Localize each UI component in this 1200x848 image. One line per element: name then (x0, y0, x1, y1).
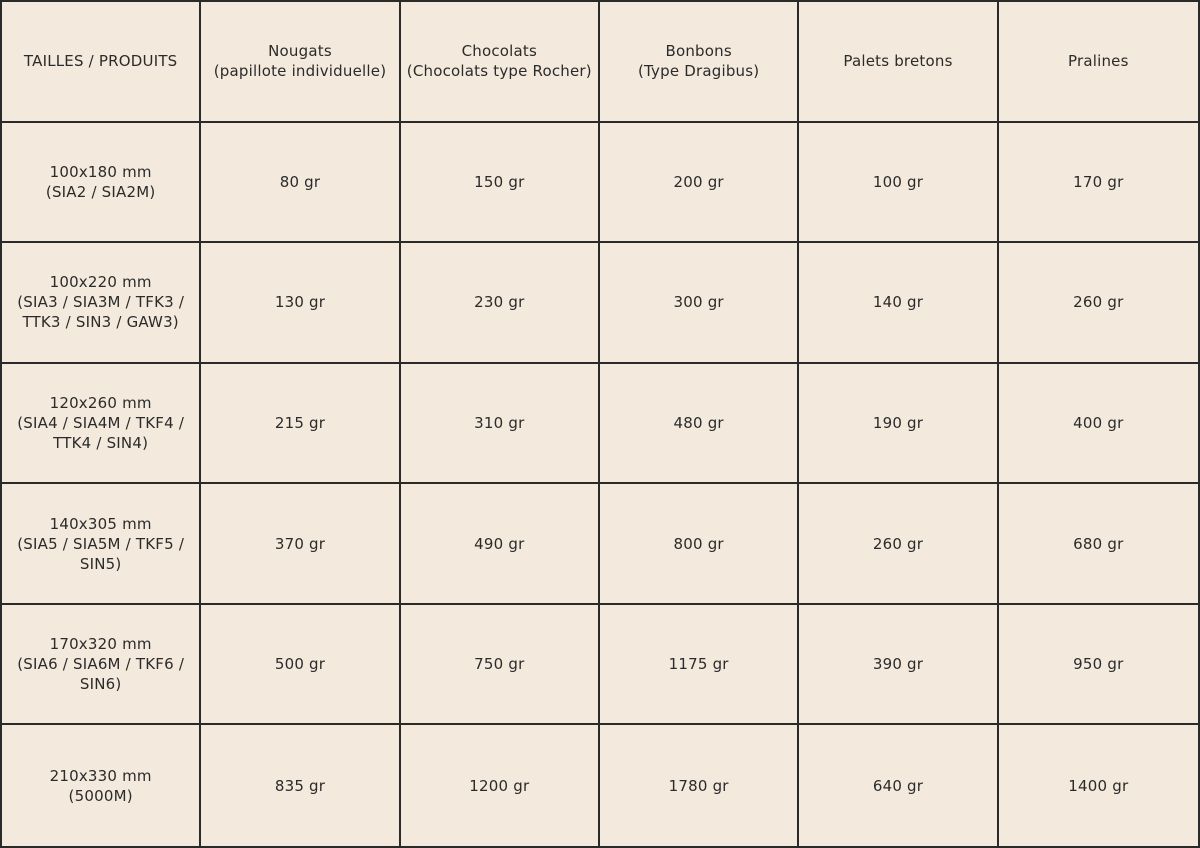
cell-line: Palets bretons (843, 52, 953, 71)
row-size-label (2, 243, 201, 364)
weight-value-cell (999, 123, 1198, 244)
weight-value-cell (201, 605, 400, 726)
weight-value: 1175 gr (668, 655, 729, 674)
weight-value: 130 gr (274, 293, 326, 312)
cell-line: TAILLES / PRODUITS (23, 52, 178, 71)
cell-text (24, 51, 178, 71)
weight-value-cell (201, 364, 400, 485)
cell-line: SIN6) (79, 675, 122, 694)
weight-value: 170 gr (1073, 172, 1124, 191)
cell-line: TTK4 / SIN4) (53, 433, 149, 452)
weight-value-cell (401, 725, 600, 846)
row-size-label (2, 123, 201, 244)
cell-line: 100x220 mm (49, 273, 152, 292)
column-header (799, 2, 998, 123)
weight-value: 480 gr (673, 413, 724, 432)
cell-line: (SIA5 / SIA5M / TKF5 / (17, 534, 185, 553)
weight-value-cell (799, 484, 998, 605)
weight-value-cell (401, 243, 600, 364)
weight-value: 230 gr (474, 293, 525, 312)
cell-text (17, 393, 184, 453)
weight-value: 370 gr (274, 534, 326, 553)
weight-value: 80 gr (279, 172, 321, 191)
cell-line: 100x180 mm (49, 162, 152, 181)
weight-value-cell (201, 484, 400, 605)
weight-value: 260 gr (872, 534, 924, 553)
weight-value: 490 gr (474, 534, 525, 553)
weight-value: 190 gr (872, 413, 924, 432)
column-header (999, 2, 1198, 123)
weight-value: 400 gr (1073, 413, 1124, 432)
cell-line: (papillote individuelle) (213, 62, 387, 81)
cell-text (17, 514, 184, 574)
weight-value-cell (600, 725, 799, 846)
cell-line: Nougats (268, 42, 332, 61)
cell-line: (SIA6 / SIA6M / TKF6 / (17, 655, 185, 674)
cell-text (843, 51, 952, 71)
row-size-label (2, 364, 201, 485)
weight-value-cell (999, 484, 1198, 605)
row-size-label (2, 605, 201, 726)
weight-value: 150 gr (474, 172, 525, 191)
weight-value-cell (799, 364, 998, 485)
column-header (401, 2, 600, 123)
weight-value: 260 gr (1073, 293, 1124, 312)
weight-value: 750 gr (474, 655, 525, 674)
weight-value-cell (999, 725, 1198, 846)
weight-value-cell (799, 243, 998, 364)
weight-value-cell (999, 243, 1198, 364)
weight-value-cell (201, 725, 400, 846)
weight-value-cell (600, 243, 799, 364)
cell-line: (Type Dragibus) (637, 62, 760, 81)
weight-value: 100 gr (872, 172, 924, 191)
header-sizes-products (2, 2, 201, 123)
weight-value: 390 gr (872, 655, 924, 674)
cell-line: (SIA4 / SIA4M / TKF4 / (17, 413, 185, 432)
weight-value-cell (600, 123, 799, 244)
weight-value: 1780 gr (668, 776, 729, 795)
cell-line: TTK3 / SIN3 / GAW3) (22, 313, 179, 332)
cell-line: 140x305 mm (49, 514, 152, 533)
column-header (201, 2, 400, 123)
weight-value: 1400 gr (1068, 776, 1129, 795)
weight-value: 1200 gr (469, 776, 530, 795)
cell-line: Bonbons (665, 42, 732, 61)
weight-value: 640 gr (872, 776, 924, 795)
weight-value-cell (201, 123, 400, 244)
weight-value-cell (999, 364, 1198, 485)
weight-value: 950 gr (1073, 655, 1124, 674)
weight-value-cell (600, 605, 799, 726)
weight-value-cell (401, 364, 600, 485)
column-header (600, 2, 799, 123)
cell-text (50, 766, 152, 806)
weight-value: 800 gr (673, 534, 724, 553)
cell-line: Pralines (1068, 52, 1129, 71)
weight-value: 500 gr (274, 655, 326, 674)
cell-line: (SIA2 / SIA2M) (45, 182, 156, 201)
weight-value: 300 gr (673, 293, 724, 312)
weight-value-cell (401, 484, 600, 605)
cell-line: 170x320 mm (49, 635, 152, 654)
cell-line: 120x260 mm (49, 393, 152, 412)
weight-value-cell (600, 484, 799, 605)
weight-value: 200 gr (673, 172, 724, 191)
cell-text (46, 162, 156, 202)
cell-line: (SIA3 / SIA3M / TFK3 / (17, 293, 185, 312)
weight-value-cell (799, 605, 998, 726)
row-size-label (2, 725, 201, 846)
weight-value: 215 gr (274, 413, 326, 432)
cell-text (214, 41, 387, 81)
weight-value-cell (201, 243, 400, 364)
row-size-label (2, 484, 201, 605)
weight-value-cell (799, 725, 998, 846)
cell-line: (5000M) (68, 786, 133, 805)
cell-text (17, 272, 184, 332)
weight-value: 680 gr (1073, 534, 1124, 553)
weight-value: 835 gr (274, 776, 326, 795)
weight-value: 140 gr (872, 293, 924, 312)
cell-text (407, 41, 592, 81)
weight-value-cell (999, 605, 1198, 726)
cell-line: Chocolats (461, 42, 538, 61)
cell-line: SIN5) (79, 554, 122, 573)
weight-value-cell (401, 123, 600, 244)
cell-text (17, 634, 184, 694)
cell-text (638, 41, 759, 81)
cell-line: (Chocolats type Rocher) (406, 62, 592, 81)
weight-value-cell (600, 364, 799, 485)
cell-line: 210x330 mm (49, 766, 152, 785)
cell-text (1068, 51, 1129, 71)
weight-value: 310 gr (474, 413, 525, 432)
weight-value-cell (799, 123, 998, 244)
weight-value-cell (401, 605, 600, 726)
